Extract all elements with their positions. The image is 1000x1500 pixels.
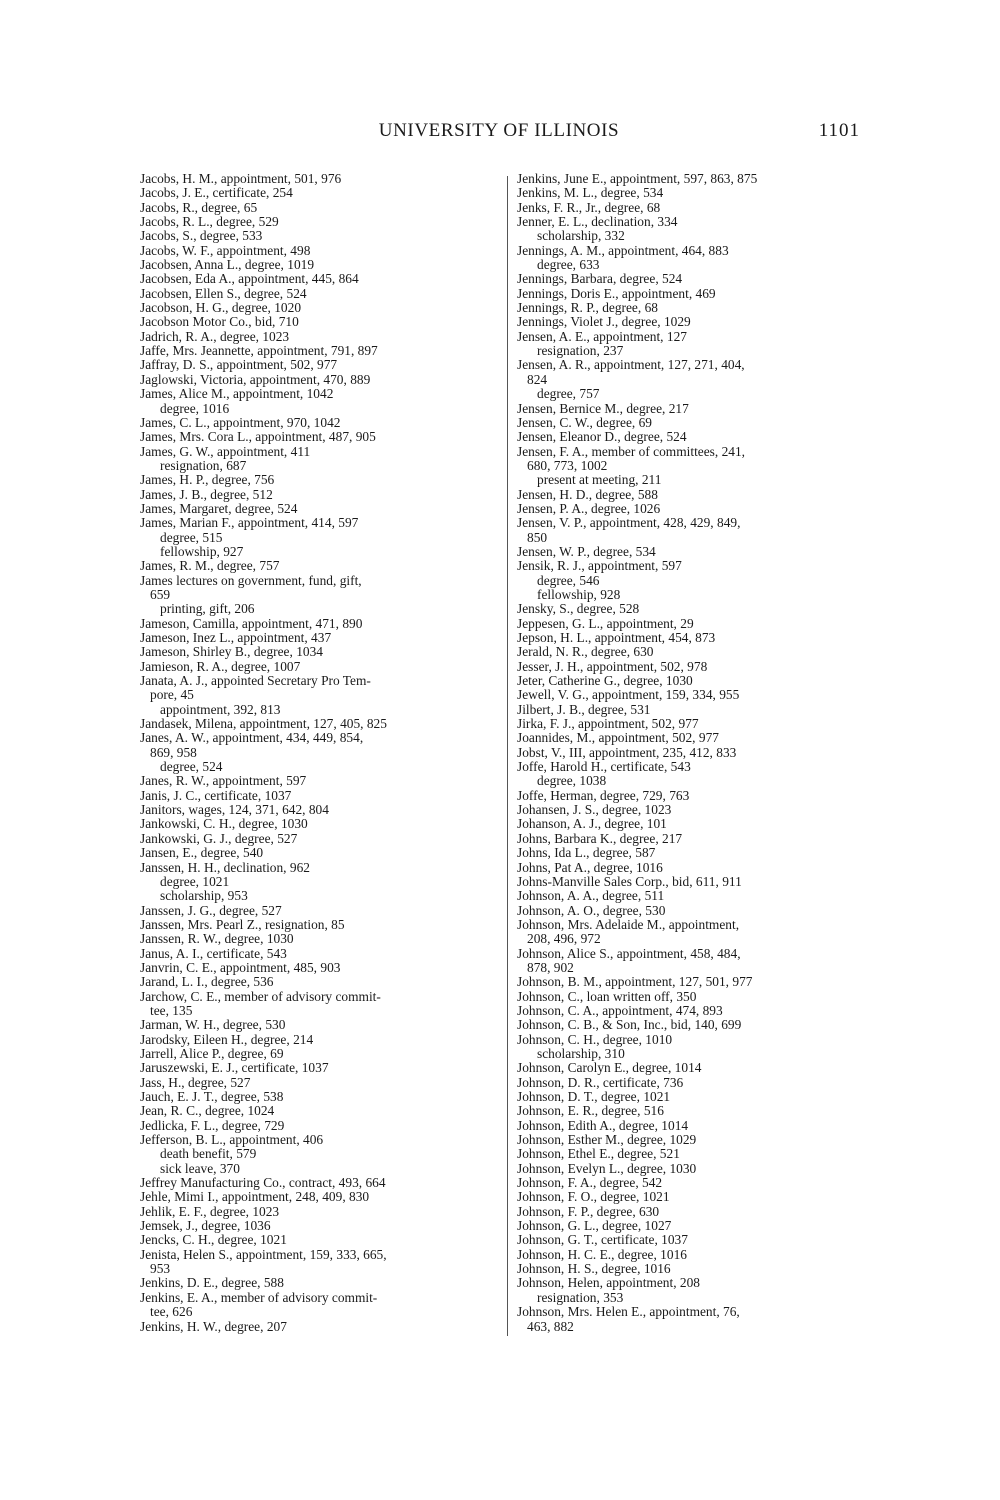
index-entry: Johnson, E. R., degree, 516 bbox=[517, 1103, 664, 1119]
index-entry: Johns, Ida L., degree, 587 bbox=[517, 845, 656, 861]
index-entry: Jehle, Mimi I., appointment, 248, 409, 830 bbox=[140, 1189, 370, 1205]
index-entry: Johnson, A. O., degree, 530 bbox=[517, 902, 666, 918]
index-entry: Jameson, Camilla, appointment, 471, 890 bbox=[140, 615, 363, 631]
index-entry: Johnson, Mrs. Helen E., appointment, 76, bbox=[517, 1304, 740, 1320]
index-subentry: fellowship, 927 bbox=[160, 543, 244, 559]
index-entry: Janssen, J. G., degree, 527 bbox=[140, 902, 282, 918]
index-entry: Jennings, Violet J., degree, 1029 bbox=[517, 314, 691, 330]
index-entry-continuation: 824 bbox=[527, 371, 548, 387]
index-entry: Johnson, D. T., degree, 1021 bbox=[517, 1089, 671, 1104]
index-entry: Jacobs, W. F., appointment, 498 bbox=[140, 242, 311, 258]
index-entry: Johanson, A. J., degree, 101 bbox=[517, 816, 667, 832]
index-entry: James, Margaret, degree, 524 bbox=[140, 500, 298, 516]
index-subentry: resignation, 237 bbox=[537, 343, 624, 359]
index-entry: Johnson, F. A., degree, 542 bbox=[517, 1175, 663, 1191]
index-entry: James, H. P., degree, 756 bbox=[140, 472, 275, 488]
index-entry: Jankowski, C. H., degree, 1030 bbox=[140, 816, 308, 832]
index-entry: Jamieson, R. A., degree, 1007 bbox=[140, 658, 301, 674]
index-subentry: resignation, 353 bbox=[537, 1289, 624, 1305]
index-entry: Jadrich, R. A., degree, 1023 bbox=[140, 328, 290, 344]
index-entry: Johnson, F. P., degree, 630 bbox=[517, 1203, 660, 1219]
index-subentry: death benefit, 579 bbox=[160, 1146, 257, 1162]
index-entry: Jaffe, Mrs. Jeannette, appointment, 791, 897 bbox=[140, 343, 378, 359]
index-entry: Jennings, A. M., appointment, 464, 883 bbox=[517, 242, 729, 258]
index-entry: Johns, Pat A., degree, 1016 bbox=[517, 859, 663, 875]
index-column-right bbox=[517, 172, 862, 1334]
index-entry: Jacobs, R. L., degree, 529 bbox=[140, 214, 279, 230]
index-entry: Jennings, Barbara, degree, 524 bbox=[517, 271, 683, 287]
index-subentry: scholarship, 953 bbox=[160, 888, 248, 904]
index-entry: Johnson, A. A., degree, 511 bbox=[517, 888, 665, 904]
index-entry: Jacobson, H. G., degree, 1020 bbox=[140, 300, 302, 316]
index-entry: Janvrin, C. E., appointment, 485, 903 bbox=[140, 959, 341, 975]
index-subentry: degree, 515 bbox=[160, 529, 223, 545]
index-entry: Johnson, C. A., appointment, 474, 893 bbox=[517, 1002, 723, 1018]
index-entry: Jacobsen, Eda A., appointment, 445, 864 bbox=[140, 271, 359, 287]
index-entry: Johnson, Helen, appointment, 208 bbox=[517, 1275, 700, 1291]
index-entry: Jaffray, D. S., appointment, 502, 977 bbox=[140, 357, 338, 373]
index-entry: Johns-Manville Sales Corp., bid, 611, 911 bbox=[517, 873, 742, 889]
index-entry: Janssen, R. W., degree, 1030 bbox=[140, 931, 294, 947]
index-entry: Jensen, V. P., appointment, 428, 429, 849, bbox=[517, 515, 741, 531]
index-entry: Johnson, H. S., degree, 1016 bbox=[517, 1261, 671, 1277]
index-entry: Jedlicka, F. L., degree, 729 bbox=[140, 1117, 285, 1133]
index-entry: Jeter, Catherine G., degree, 1030 bbox=[517, 673, 693, 689]
index-entry: Jauch, E. J. T., degree, 538 bbox=[140, 1089, 284, 1104]
index-entry: Jensen, C. W., degree, 69 bbox=[517, 414, 652, 430]
index-entry-continuation: 680, 773, 1002 bbox=[527, 457, 608, 473]
index-entry-continuation: 208, 496, 972 bbox=[527, 931, 601, 947]
index-subentry: scholarship, 310 bbox=[537, 1045, 625, 1061]
index-entry: Jacobsen, Ellen S., degree, 524 bbox=[140, 285, 307, 301]
index-entry: Jameson, Inez L., appointment, 437 bbox=[140, 630, 332, 645]
index-subentry: degree, 1021 bbox=[160, 873, 230, 889]
index-entry: James, G. W., appointment, 411 bbox=[140, 443, 311, 459]
index-entry: Jarand, L. I., degree, 536 bbox=[140, 974, 274, 990]
index-subentry: scholarship, 332 bbox=[537, 228, 625, 244]
index-entry-continuation: 463, 882 bbox=[527, 1318, 574, 1334]
index-entry: Johnson, C. B., & Son, Inc., bid, 140, 699 bbox=[517, 1017, 742, 1033]
index-entry: Janssen, H. H., declination, 962 bbox=[140, 859, 310, 875]
index-entry: Jenkins, M. L., degree, 534 bbox=[517, 185, 664, 201]
index-entry: Jankowski, G. J., degree, 527 bbox=[140, 830, 298, 846]
index-entry: Jacobsen, Anna L., degree, 1019 bbox=[140, 257, 315, 273]
index-entry: Jarchow, C. E., member of advisory commit- bbox=[140, 988, 381, 1004]
index-entry: Jensky, S., degree, 528 bbox=[517, 601, 640, 617]
index-entry: Johnson, Mrs. Adelaide M., appointment, bbox=[517, 916, 740, 932]
index-entry: Jass, H., degree, 527 bbox=[140, 1074, 251, 1090]
index-subentry: appointment, 392, 813 bbox=[160, 701, 281, 717]
index-entry-continuation: pore, 45 bbox=[150, 687, 194, 703]
index-entry: James, Mrs. Cora L., appointment, 487, 905 bbox=[140, 429, 376, 445]
running-title: UNIVERSITY OF ILLINOIS bbox=[378, 120, 620, 141]
index-entry: Jeppesen, G. L., appointment, 29 bbox=[517, 615, 694, 631]
index-entry: James, Alice M., appointment, 1042 bbox=[140, 386, 334, 402]
index-entry: Johnson, F. O., degree, 1021 bbox=[517, 1189, 670, 1205]
index-entry: James, C. L., appointment, 970, 1042 bbox=[140, 414, 341, 430]
index-entry: Johnson, Carolyn E., degree, 1014 bbox=[517, 1060, 702, 1076]
index-entry: Johnson, G. L., degree, 1027 bbox=[517, 1218, 672, 1234]
index-entry: Johnson, G. T., certificate, 1037 bbox=[517, 1232, 688, 1248]
index-entry: Janes, A. W., appointment, 434, 449, 854, bbox=[140, 730, 364, 746]
index-subentry: degree, 546 bbox=[537, 572, 600, 588]
index-entry: Jemsek, J., degree, 1036 bbox=[140, 1218, 271, 1234]
index-subentry: sick leave, 370 bbox=[160, 1160, 240, 1176]
index-entry: Johns, Barbara K., degree, 217 bbox=[517, 830, 683, 846]
index-entry: Jansen, E., degree, 540 bbox=[140, 845, 264, 861]
index-entry: Jenkins, June E., appointment, 597, 863, 875 bbox=[517, 171, 758, 186]
index-entry: Janus, A. I., certificate, 543 bbox=[140, 945, 287, 961]
index-entry: Jensen, Bernice M., degree, 217 bbox=[517, 400, 689, 416]
index-entry: Johnson, C., loan written off, 350 bbox=[517, 988, 697, 1004]
index-entry: Jewell, V. G., appointment, 159, 334, 955 bbox=[517, 687, 740, 703]
index-entry-continuation: 659 bbox=[150, 586, 171, 602]
index-entry: Johnson, Ethel E., degree, 521 bbox=[517, 1146, 680, 1162]
index-entry: Jarrell, Alice P., degree, 69 bbox=[140, 1045, 284, 1061]
index-subentry: present at meeting, 211 bbox=[537, 472, 662, 488]
index-entry: Jenkins, E. A., member of advisory commit- bbox=[140, 1289, 378, 1305]
index-entry: Jensen, A. R., appointment, 127, 271, 404, bbox=[517, 357, 745, 373]
index-entry: Jilbert, J. B., degree, 531 bbox=[517, 701, 651, 717]
column-divider bbox=[507, 176, 508, 1336]
index-entry: Joannides, M., appointment, 502, 977 bbox=[517, 730, 719, 746]
index-entry: Jirka, F. J., appointment, 502, 977 bbox=[517, 716, 699, 732]
index-entry: Jepson, H. L., appointment, 454, 873 bbox=[517, 630, 716, 645]
index-entry-continuation: tee, 135 bbox=[150, 1002, 193, 1018]
index-entry: Johnson, Esther M., degree, 1029 bbox=[517, 1132, 697, 1148]
index-entry: Janitors, wages, 124, 371, 642, 804 bbox=[140, 802, 329, 818]
index-entry: Johnson, B. M., appointment, 127, 501, 977 bbox=[517, 974, 753, 990]
index-entry: Jacobs, H. M., appointment, 501, 976 bbox=[140, 171, 342, 186]
index-entry: Johnson, Evelyn L., degree, 1030 bbox=[517, 1160, 697, 1176]
index-entry: Janata, A. J., appointed Secretary Pro Tem- bbox=[140, 673, 371, 689]
index-entry: Jaruszewski, E. J., certificate, 1037 bbox=[140, 1060, 329, 1076]
index-entry: Jeffrey Manufacturing Co., contract, 493, 664 bbox=[140, 1175, 386, 1191]
index-entry-continuation: tee, 626 bbox=[150, 1304, 193, 1320]
index-entry: Janssen, Mrs. Pearl Z., resignation, 85 bbox=[140, 916, 345, 932]
index-entry: Jacobson Motor Co., bid, 710 bbox=[140, 314, 299, 330]
index-entry: Jensen, P. A., degree, 1026 bbox=[517, 500, 661, 516]
index-entry: Jensen, W. P., degree, 534 bbox=[517, 543, 656, 559]
index-entry: Jobst, V., III, appointment, 235, 412, 833 bbox=[517, 744, 737, 760]
index-entry: Johnson, Edith A., degree, 1014 bbox=[517, 1117, 689, 1133]
index-entry: Jensen, H. D., degree, 588 bbox=[517, 486, 658, 502]
index-entry: James lectures on government, fund, gift, bbox=[140, 572, 362, 588]
index-entry: Jacobs, J. E., certificate, 254 bbox=[140, 185, 293, 201]
index-entry: Jenkins, D. E., degree, 588 bbox=[140, 1275, 284, 1291]
index-entry: Johnson, Alice S., appointment, 458, 484, bbox=[517, 945, 741, 961]
index-entry-continuation: 850 bbox=[527, 529, 548, 545]
index-entry: Jandasek, Milena, appointment, 127, 405, 825 bbox=[140, 716, 387, 732]
index-entry: Jensik, R. J., appointment, 597 bbox=[517, 558, 682, 574]
index-entry: Johnson, D. R., certificate, 736 bbox=[517, 1074, 684, 1090]
index-entry: James, J. B., degree, 512 bbox=[140, 486, 273, 502]
index-entry: Jenks, F. R., Jr., degree, 68 bbox=[517, 199, 661, 215]
index-entry: Jerald, N. R., degree, 630 bbox=[517, 644, 654, 660]
index-subentry: degree, 1038 bbox=[537, 773, 607, 789]
index-entry: Jarodsky, Eileen H., degree, 214 bbox=[140, 1031, 314, 1047]
index-entry: James, Marian F., appointment, 414, 597 bbox=[140, 515, 359, 531]
index-entry: Jacobs, R., degree, 65 bbox=[140, 199, 258, 215]
index-entry: Jensen, A. E., appointment, 127 bbox=[517, 328, 687, 344]
index-entry-continuation: 878, 902 bbox=[527, 959, 574, 975]
page-header bbox=[138, 120, 860, 146]
index-entry: Jennings, Doris E., appointment, 469 bbox=[517, 285, 716, 301]
index-subentry: degree, 524 bbox=[160, 759, 223, 775]
index-entry: Janis, J. C., certificate, 1037 bbox=[140, 787, 292, 803]
index-entry: Jensen, Eleanor D., degree, 524 bbox=[517, 429, 687, 445]
index-entry: Johansen, J. S., degree, 1023 bbox=[517, 802, 672, 818]
index-subentry: degree, 757 bbox=[537, 386, 600, 402]
index-entry: Jefferson, B. L., appointment, 406 bbox=[140, 1132, 324, 1148]
index-entry: Jencks, C. H., degree, 1021 bbox=[140, 1232, 287, 1248]
index-entry: Jesser, J. H., appointment, 502, 978 bbox=[517, 658, 708, 674]
index-entry: Jehlik, E. F., degree, 1023 bbox=[140, 1203, 280, 1219]
index-entry: Jensen, F. A., member of committees, 241, bbox=[517, 443, 746, 459]
index-entry: Jameson, Shirley B., degree, 1034 bbox=[140, 644, 323, 660]
index-entry: Jaglowski, Victoria, appointment, 470, 889 bbox=[140, 371, 371, 387]
index-entry: Joffe, Herman, degree, 729, 763 bbox=[517, 787, 690, 803]
index-entry: Joffe, Harold H., certificate, 543 bbox=[517, 759, 691, 775]
index-entry: Jarman, W. H., degree, 530 bbox=[140, 1017, 286, 1033]
index-entry: Jenkins, H. W., degree, 207 bbox=[140, 1318, 287, 1334]
index-entry-continuation: 953 bbox=[150, 1261, 171, 1277]
index-entry-continuation: 869, 958 bbox=[150, 744, 197, 760]
index-entry: James, R. M., degree, 757 bbox=[140, 558, 280, 574]
index-subentry: printing, gift, 206 bbox=[160, 601, 255, 617]
index-column-left bbox=[140, 172, 485, 1334]
index-entry: Jacobs, S., degree, 533 bbox=[140, 228, 263, 244]
page-number: 1101 bbox=[818, 120, 860, 141]
index-subentry: fellowship, 928 bbox=[537, 586, 621, 602]
index-entry: Jennings, R. P., degree, 68 bbox=[517, 300, 658, 316]
index-subentry: degree, 1016 bbox=[160, 400, 230, 416]
index-entry: Janes, R. W., appointment, 597 bbox=[140, 773, 307, 789]
index-subentry: degree, 633 bbox=[537, 257, 600, 273]
index-entry: Jenner, E. L., declination, 334 bbox=[517, 214, 678, 230]
index-entry: Johnson, H. C. E., degree, 1016 bbox=[517, 1246, 687, 1262]
index-subentry: resignation, 687 bbox=[160, 457, 247, 473]
index-entry: Jenista, Helen S., appointment, 159, 333, 665, bbox=[140, 1246, 387, 1262]
index-entry: Johnson, C. H., degree, 1010 bbox=[517, 1031, 673, 1047]
index-entry: Jean, R. C., degree, 1024 bbox=[140, 1103, 275, 1119]
